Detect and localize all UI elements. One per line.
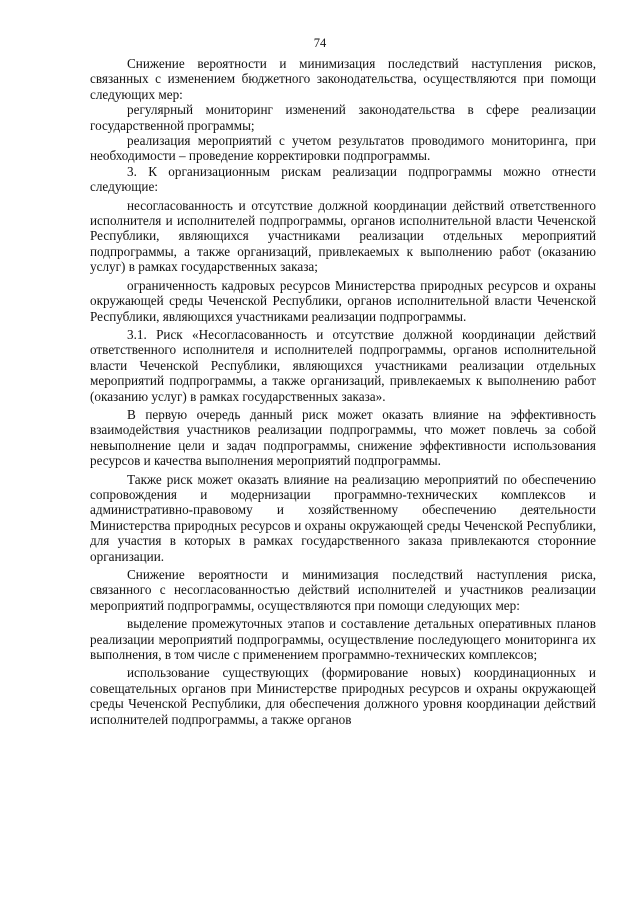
paragraph: 3. К организационным рискам реализации подпрограммы можно отнести следующие: [90, 163, 596, 195]
paragraph: несогласованность и отсутствие должной координации действий ответственного исполнителя и исполнителей подпрограммы, органов исполнительной власти Чеченской Республики, являющихся участниками реализации отдельных мероприятий подпрограммы, а также организаций, привлекаемых к выполнению работ (оказанию услуг) в рамках государственных заказа; [90, 197, 596, 275]
paragraph: регулярный мониторинг изменений законодательства в сфере реализации государственной программы; [90, 102, 596, 133]
paragraph: 3.1. Риск «Несогласованность и отсутствие должной координации действий ответственного исполнителя и исполнителей подпрограммы, органов исполнительной власти Чеченской Республики, являющихся участниками реализации отдельных мероприятий подпрограммы, а также организаций, привлекаемых к выполнению работ (оказанию услуг) в рамках государственных заказа». [90, 326, 596, 404]
paragraph: использование существующих (формирование новых) координационных и совещательных органов при Министерстве природных ресурсов и охраны окружающей среды Чеченской Республики, для обеспечения должного уровня координации действий исполнителей подпрограммы, а также органов [90, 665, 596, 727]
paragraph: Также риск может оказать влияние на реализацию мероприятий по обеспечению сопровождения и модернизации программно-технических комплексов и административно-правовому и хозяйственному обеспечению деятельности Министерства природных ресурсов и охраны окружающей среды Чеченской Республики, для участия в которых в рамках государственного заказа привлекаются сторонние организации. [90, 471, 596, 564]
paragraph: Снижение вероятности и минимизация последствий наступления рисков, связанных с изменением бюджетного законодательства, осуществляются при помощи следующих мер: [90, 56, 596, 102]
paragraph: выделение промежуточных этапов и составление детальных оперативных планов реализации мероприятий подпрограммы, осуществление последующего мониторинга их выполнения, в том числе с применением программно-технических комплексов; [90, 616, 596, 663]
paragraph: Снижение вероятности и минимизация последствий наступления риска, связанного с несогласованностью действий исполнителей и участников реализации мероприятий подпрограммы, осуществляются при помощи следующих мер: [90, 567, 596, 613]
paragraph: ограниченность кадровых ресурсов Министерства природных ресурсов и охраны окружающей среды Чеченской Республики, органов исполнительной власти Чеченской Республики, являющихся участниками реализации подпрограммы. [90, 277, 596, 324]
paragraph: реализация мероприятий с учетом результатов проводимого мониторинга, при необходимости – проведение корректировки подпрограммы. [90, 133, 596, 164]
paragraph: В первую очередь данный риск может оказать влияние на эффективность взаимодействия участников реализации подпрограммы, что может повлечь за собой невыполнение цели и задач подпрограммы, снижение эффективности использования ресурсов и качества выполнения мероприятий подпрограммы. [90, 406, 596, 469]
page-number: 74 [313, 36, 327, 50]
document-body [90, 56, 596, 727]
